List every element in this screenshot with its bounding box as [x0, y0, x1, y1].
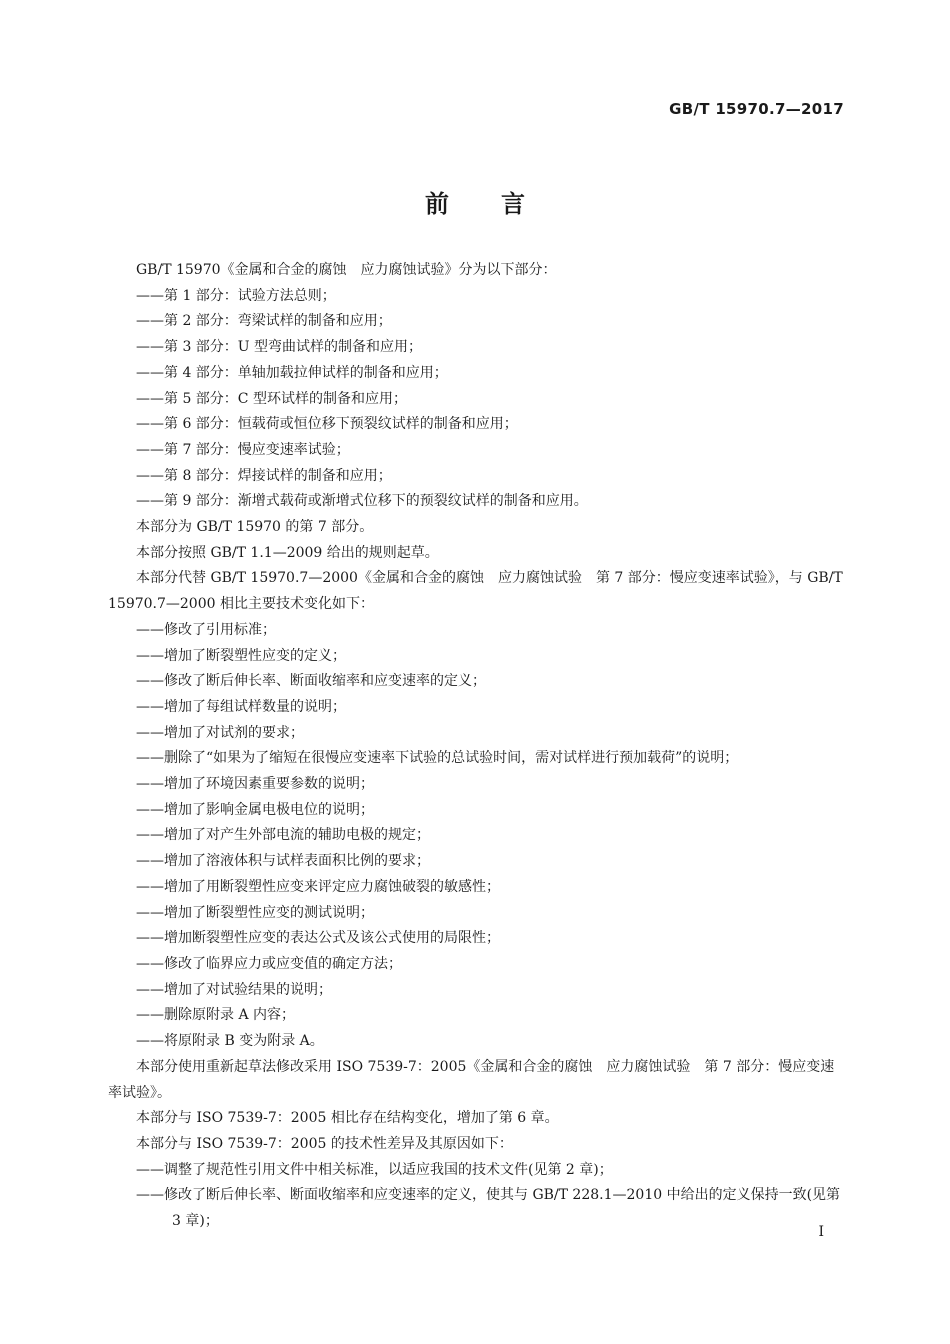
difference-item: ——修改了断后伸长率、断面收缩率和应变速率的定义，使其与 GB/T 228.1—2010 中给出的定义保持一致(见第 3 章)；	[136, 1187, 841, 1230]
change-item: ——删除了“如果为了缩短在很慢应变速率下试验的总试验时间，需对试样进行预加载荷”的说明；	[136, 750, 739, 767]
change-item: ——增加了用断裂塑性应变来评定应力腐蚀破裂的敏感性；	[136, 878, 500, 895]
part-item: ——第 5 部分：C 型环试样的制备和应用；	[136, 390, 407, 407]
change-item: ——增加了对试验结果的说明；	[136, 981, 332, 998]
change-item: ——增加了断裂塑性应变的测试说明；	[136, 904, 374, 921]
part-item: ——第 3 部分：U 型弯曲试样的制备和应用；	[136, 339, 423, 356]
change-item: ——增加断裂塑性应变的表达公式及该公式使用的局限性；	[136, 930, 500, 947]
change-item: ——增加了每组试样数量的说明；	[136, 698, 346, 715]
change-item: ——修改了引用标准；	[136, 621, 276, 638]
part-item: ——第 9 部分：渐增式载荷或渐增式位移下的预裂纹试样的制备和应用。	[136, 493, 588, 510]
statement-paragraph: 本部分代替 GB/T 15970.7—2000《金属和合金的腐蚀 应力腐蚀试验 第 7 部分：慢应变速率试验》，与 GB/T 15970.7—2000 相比主要技术变化如下：	[108, 570, 843, 613]
part-item: ——第 2 部分：弯梁试样的制备和应用；	[136, 313, 392, 330]
change-item: ——修改了临界应力或应变值的确定方法；	[136, 955, 402, 972]
intro-paragraph: GB/T 15970《金属和合金的腐蚀 应力腐蚀试验》分为以下部分：	[136, 262, 557, 278]
adoption-paragraph: 本部分使用重新起草法修改采用 ISO 7539-7：2005《金属和合金的腐蚀 应力腐蚀试验 第 7 部分：慢应变速率试验》。	[108, 1058, 835, 1101]
change-item: ——增加了环境因素重要参数的说明；	[136, 776, 374, 793]
change-item: ——将原附录 B 变为附录 A。	[136, 1033, 324, 1050]
page-number: I	[818, 1224, 824, 1240]
difference-item: ——调整了规范性引用文件中相关标准，以适应我国的技术文件(见第 2 章)；	[136, 1161, 613, 1178]
change-item: ——修改了断后伸长率、断面收缩率和应变速率的定义；	[136, 673, 486, 690]
change-item: ——增加了对试剂的要求；	[136, 724, 304, 741]
adoption-paragraph: 本部分与 ISO 7539-7：2005 的技术性差异及其原因如下：	[136, 1135, 513, 1152]
statement-paragraph: 本部分为 GB/T 15970 的第 7 部分。	[136, 519, 374, 536]
part-item: ——第 7 部分：慢应变速率试验；	[136, 441, 350, 458]
part-item: ——第 1 部分：试验方法总则；	[136, 287, 336, 304]
standard-code: GB/T 15970.7—2017	[669, 100, 844, 118]
change-item: ——增加了影响金属电极电位的说明；	[136, 801, 374, 818]
adoption-paragraph: 本部分与 ISO 7539-7：2005 相比存在结构变化，增加了第 6 章。	[136, 1110, 559, 1127]
foreword-body	[108, 258, 846, 1235]
change-item: ——删除原附录 A 内容；	[136, 1007, 296, 1024]
part-item: ——第 6 部分：恒载荷或恒位移下预裂纹试样的制备和应用；	[136, 416, 518, 433]
change-item: ——增加了对产生外部电流的辅助电极的规定；	[136, 827, 430, 844]
part-item: ——第 4 部分：单轴加载拉伸试样的制备和应用；	[136, 364, 448, 381]
change-item: ——增加了溶液体积与试样表面积比例的要求；	[136, 853, 430, 870]
statement-paragraph: 本部分按照 GB/T 1.1—2009 给出的规则起草。	[136, 544, 439, 561]
part-item: ——第 8 部分：焊接试样的制备和应用；	[136, 467, 392, 484]
page-title: 前言	[425, 190, 577, 218]
change-item: ——增加了断裂塑性应变的定义；	[136, 647, 346, 664]
